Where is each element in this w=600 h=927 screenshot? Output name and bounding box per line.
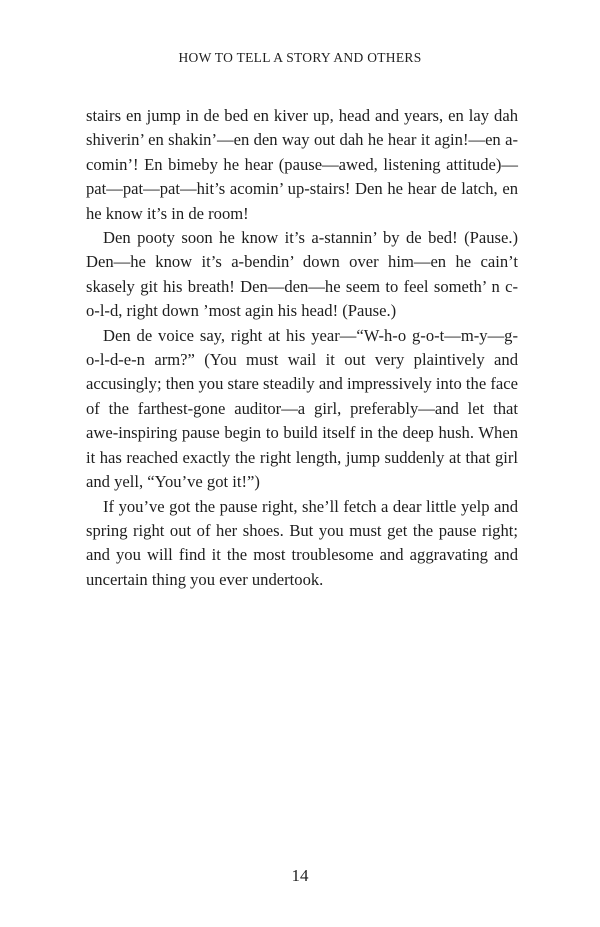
paragraph: Den de voice say, right at his year—“W-h-o g-o-t—m-y—g-o-l-d-e-n arm?” (You must wail it out very plaintively and accusingly; then you stare steadily and impressively into the face of the farthest-gone auditor—a girl, preferably—and let that awe-inspiring pause begin to build itself in the deep hush. When it has reached exactly the right length, jump suddenly at that girl and yell, “You’ve got it!”) <box>86 325 518 492</box>
running-head: HOW TO TELL A STORY AND OTHERS <box>178 50 422 65</box>
paragraph: If you’ve got the pause right, she’ll fetch a dear little yelp and spring right out of her shoes. But you must get the pause right; and you will find it the most troublesome and aggravating and uncertain thing you ever undertook. <box>86 496 518 589</box>
page-number: 14 <box>291 866 309 885</box>
paragraph-continued: stairs en jump in de bed en kiver up, head and years, en lay dah shiverin’ en shakin’—en den way out dah he hear it agin!—en a-comin’! En bimeby he hear (pause—awed, listening attitude)—pat—pat—pat—hit’s acomin’ up-stairs! Den he hear de latch, en he know it’s in de room! <box>86 106 518 223</box>
body-text <box>86 104 518 592</box>
paragraph: Den pooty soon he know it’s a-stannin’ by de bed! (Pause.) Den—he know it’s a-bendin’ down over him—en he cain’t skasely git his breath! Den—den—he seem to feel someth’ n c-o-l-d, right down ’most agin his head! (Pause.) <box>86 228 518 321</box>
